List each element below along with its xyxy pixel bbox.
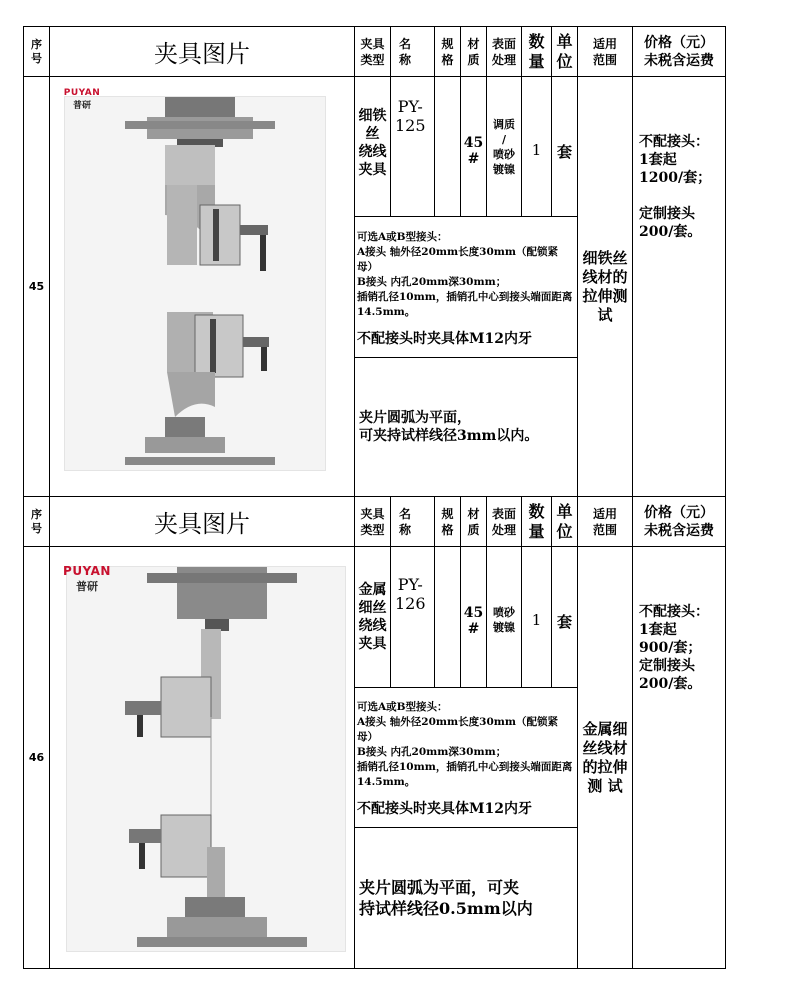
header-spec: 规 格 bbox=[441, 36, 454, 67]
header-scope: 适用 范围 bbox=[592, 506, 617, 537]
fixture-type: 金属 细丝 绕线 夹具 bbox=[358, 582, 387, 652]
header-material: 材 质 bbox=[467, 506, 480, 537]
fixture-name: PY- 125 bbox=[395, 97, 426, 135]
header-spec: 规 格 bbox=[441, 506, 454, 537]
header-picture: 夹具图片 bbox=[154, 510, 250, 538]
logo-cn: 普研 bbox=[72, 101, 91, 111]
fixture-scope: 细铁丝 线材的 拉伸测 试 bbox=[582, 248, 628, 324]
logo-brand: PUYAN bbox=[63, 564, 111, 578]
header-surface: 表面 处理 bbox=[491, 506, 516, 537]
fixture-photo bbox=[66, 566, 346, 952]
fixture-surface: 调质 / 喷砂 镀镍 bbox=[493, 118, 515, 176]
logo-cn: 普研 bbox=[76, 580, 98, 593]
row-seq: 45 bbox=[28, 280, 45, 293]
header-unit: 单 位 bbox=[556, 31, 573, 71]
thread-note: 不配接头时夹具体M12内牙 bbox=[357, 331, 532, 347]
fixture-unit: 套 bbox=[556, 143, 572, 161]
logo-brand: PUYAN bbox=[63, 88, 101, 98]
fixture-material: 45 # bbox=[463, 605, 484, 637]
header-name: 名 称 bbox=[399, 506, 412, 537]
fixture-price: 不配接头： 1套起 1200/套； 定制接头 200/套。 bbox=[639, 134, 712, 240]
header-scope: 适用 范围 bbox=[592, 36, 617, 67]
header-quantity: 数 量 bbox=[528, 501, 545, 541]
fixture-material: 45 # bbox=[463, 135, 484, 167]
header-seq: 序 号 bbox=[31, 37, 42, 65]
header-seq: 序 号 bbox=[31, 507, 42, 535]
fixture-name: PY- 126 bbox=[395, 575, 426, 613]
connector-note: 可选A或B型接头： A接头 轴外径20mm长度30mm（配锁紧母） B接头 内孔20mm深30mm； 插销孔径10mm，插销孔中心到接头端面距离14.5mm。 bbox=[357, 231, 573, 318]
brand-logo bbox=[59, 564, 115, 594]
connector-note: 可选A或B型接头： A接头 轴外径20mm长度30mm（配锁紧母） B接头 内孔20mm深30mm； 插销孔径10mm，插销孔中心到接头端面距离14.5mm。 bbox=[357, 701, 573, 788]
fixture-scope: 金属细 丝线材 的拉伸 测 试 bbox=[582, 719, 628, 795]
thread-note: 不配接头时夹具体M12内牙 bbox=[357, 801, 532, 817]
header-surface: 表面 处理 bbox=[491, 36, 516, 67]
fixture-quantity: 1 bbox=[531, 141, 542, 159]
fixture-unit: 套 bbox=[556, 613, 572, 631]
header-price: 价格（元） 未税含运费 bbox=[644, 504, 714, 539]
fixture-price: 不配接头： 1套起 900/套； 定制接头 200/套。 bbox=[639, 604, 709, 692]
fixture-quantity: 1 bbox=[531, 611, 542, 629]
header-type: 夹具 类型 bbox=[360, 36, 385, 67]
clamp-note: 夹片圆弧为平面，可夹 持试样线径0.5mm以内 bbox=[359, 878, 533, 918]
header-unit: 单 位 bbox=[556, 501, 573, 541]
header-quantity: 数 量 bbox=[528, 31, 545, 71]
fixture-type: 细铁 丝 绕线 夹具 bbox=[358, 108, 387, 178]
fixture-surface: 喷砂 镀镍 bbox=[493, 606, 515, 634]
brand-logo bbox=[60, 88, 104, 111]
fixture-photo bbox=[64, 96, 326, 471]
header-price: 价格（元） 未税含运费 bbox=[644, 34, 714, 69]
header-picture: 夹具图片 bbox=[154, 40, 250, 68]
row-seq: 46 bbox=[28, 751, 45, 764]
header-material: 材 质 bbox=[467, 36, 480, 67]
clamp-note: 夹片圆弧为平面， 可夹持试样线径3mm以内。 bbox=[359, 410, 539, 444]
header-name: 名 称 bbox=[399, 36, 412, 67]
header-type: 夹具 类型 bbox=[360, 506, 385, 537]
